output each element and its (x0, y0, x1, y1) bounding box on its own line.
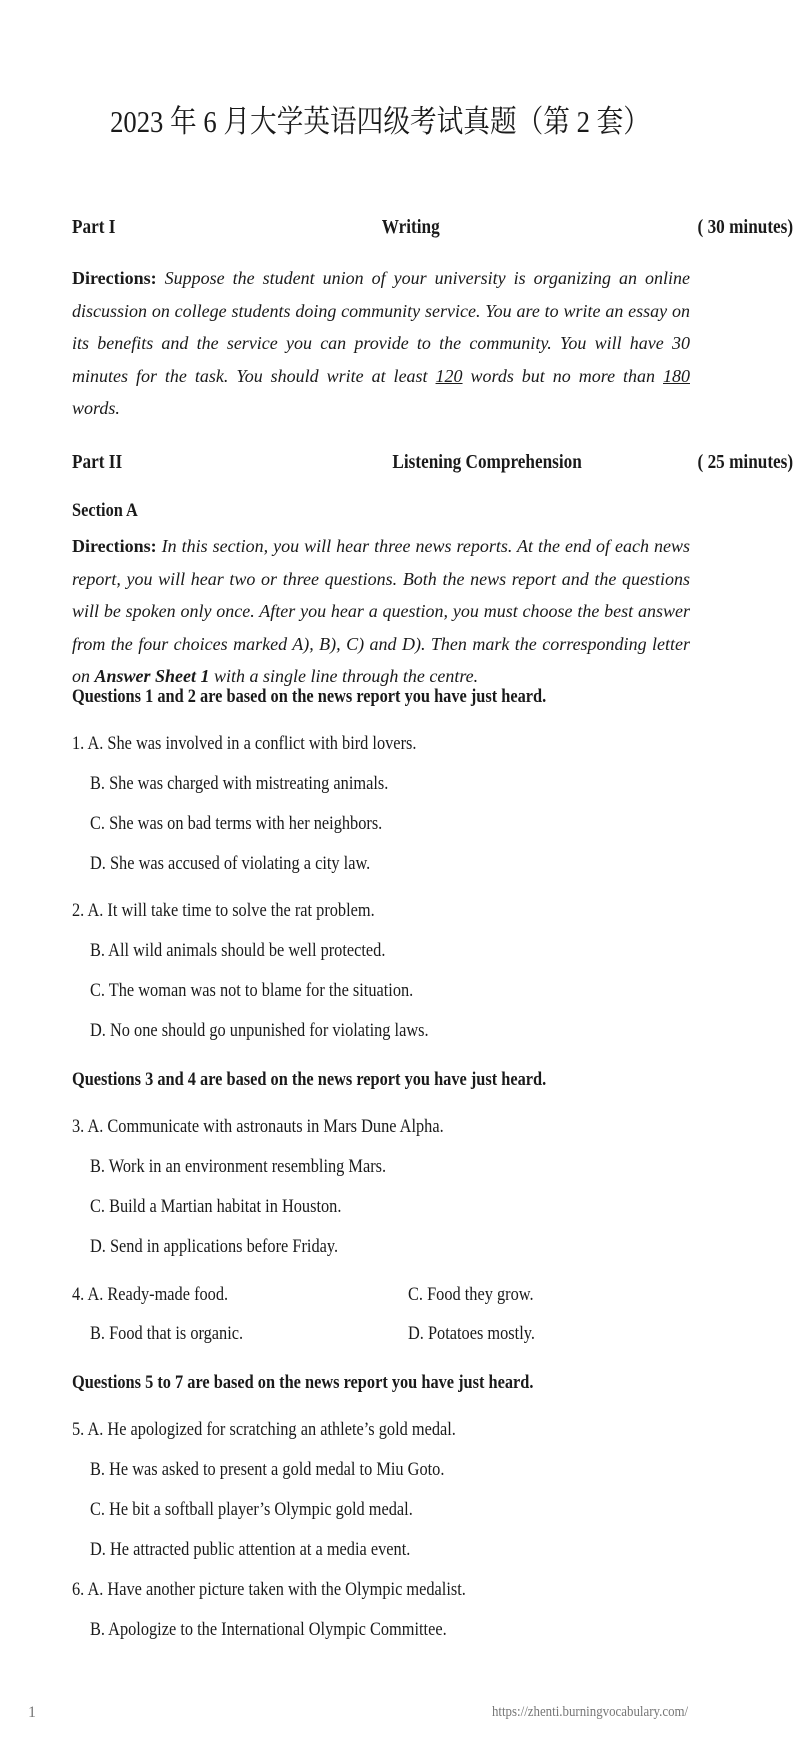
option-text: D. No one should go unpunished for violating laws. (90, 1020, 429, 1041)
footer-url-text[interactable]: https://zhenti.burningvocabulary.com/ (491, 1704, 688, 1720)
part1-name: Part I (72, 216, 116, 238)
question-4-option-a (72, 1284, 254, 1306)
question-1-option-a (72, 733, 473, 755)
part1-directions-text2: words but no more than (462, 365, 663, 386)
option-text: C. He bit a softball player’s Olympic gold medal. (90, 1499, 413, 1520)
option-text: B. Apologize to the International Olympic Committee. (90, 1619, 447, 1640)
min-words: 120 (435, 365, 463, 386)
question-number: 1. (72, 733, 85, 754)
section-a-label: Section A (72, 500, 138, 521)
question-5-option-b (90, 1459, 502, 1481)
option-text: D. Send in applications before Friday. (90, 1236, 339, 1257)
part1-directions-text1: Suppose the student union of your university is organizing an online discussion on college students doing community service. You are to write an essay on its benefits and the service you can provide to the community. You will have 30 minutes for the task. You should write at least (72, 268, 690, 386)
question-2-option-b (90, 940, 434, 962)
part1-header (72, 216, 793, 246)
part1-directions (72, 262, 690, 425)
question-3-option-b (90, 1156, 434, 1178)
option-text: A. Have another picture taken with the Olympic medalist. (87, 1579, 466, 1600)
question-2-option-a (72, 900, 424, 922)
page-title: 2023 年 6 月大学英语四级考试真题（第 2 套） (110, 104, 650, 139)
answer-sheet-ref: Answer Sheet 1 (94, 666, 210, 686)
question-number: 2. (72, 900, 85, 921)
question-1-option-d (90, 853, 416, 875)
part1-time: ( 30 minutes) (697, 216, 793, 238)
question-5-option-a (72, 1419, 518, 1441)
question-6-option-a (72, 1579, 530, 1601)
option-text: A. It will take time to solve the rat problem. (87, 900, 375, 921)
question-6-option-b (90, 1619, 505, 1641)
question-2-option-d (90, 1020, 484, 1042)
option-text: D. He attracted public attention at a media event. (90, 1539, 411, 1560)
group-heading-2 (72, 1069, 623, 1091)
question-number: 5. (72, 1419, 85, 1440)
max-words: 180 (663, 365, 690, 386)
question-5-option-c (90, 1499, 465, 1521)
option-text: B. Food that is organic. (90, 1323, 244, 1344)
question-5-option-d (90, 1539, 462, 1561)
option-text: B. She was charged with mistreating animals. (90, 773, 389, 794)
part1-title: Writing (381, 216, 440, 238)
question-3-option-d (90, 1236, 378, 1258)
group-heading-1 (72, 686, 623, 708)
option-text: A. Ready-made food. (87, 1284, 229, 1305)
option-text: B. All wild animals should be well protected. (90, 940, 386, 961)
option-text: C. Build a Martian habitat in Houston. (90, 1196, 342, 1217)
option-text: B. Work in an environment resembling Mars. (90, 1156, 387, 1177)
directions-label: Directions: (72, 268, 157, 288)
option-text: C. The woman was not to blame for the situation. (90, 980, 414, 1001)
question-2-option-c (90, 980, 466, 1002)
group-heading-text: Questions 5 to 7 are based on the news report you have just heard. (72, 1372, 534, 1393)
part2-title: Listening Comprehension (392, 451, 582, 473)
group-heading-text: Questions 3 and 4 are based on the news report you have just heard. (72, 1069, 547, 1090)
question-number: 6. (72, 1579, 85, 1600)
part2-time: ( 25 minutes) (697, 451, 793, 473)
option-text: C. Food they grow. (408, 1284, 534, 1305)
option-text: A. He apologized for scratching an athlete’s gold medal. (87, 1419, 456, 1440)
option-text: D. Potatoes mostly. (408, 1323, 535, 1344)
option-text: C. She was on bad terms with her neighbors. (90, 813, 383, 834)
part2-header (72, 451, 793, 481)
directions-label: Directions: (72, 536, 157, 556)
option-text: A. She was involved in a conflict with bird lovers. (87, 733, 417, 754)
option-text: D. She was accused of violating a city law. (90, 853, 371, 874)
question-1-option-b (90, 773, 437, 795)
footer-url[interactable] (460, 1704, 688, 1721)
option-text: A. Communicate with astronauts in Mars Dune Alpha. (87, 1116, 444, 1137)
question-4-option-c (408, 1284, 554, 1306)
part2-directions (72, 530, 690, 693)
section-a-heading (72, 500, 149, 522)
question-number: 4. (72, 1284, 85, 1305)
question-1-option-c (90, 813, 430, 835)
question-number: 3. (72, 1116, 85, 1137)
part2-directions-text2: with a single line through the centre. (209, 666, 479, 686)
option-text: B. He was asked to present a gold medal to Miu Goto. (90, 1459, 445, 1480)
part2-directions-text1: In this section, you will hear three news reports. At the end of each news report, you will hear two or three questions. Both the news report and the questions will be spoken only once. After you hear a question, you must choose the best answer from the four choices marked A), B), C) and D). Then mark the corresponding letter on (72, 536, 690, 686)
page-number: 1 (28, 1704, 36, 1721)
part2-name: Part II (72, 451, 123, 473)
question-4-option-d (408, 1323, 556, 1345)
part1-directions-text3: words. (72, 398, 120, 418)
question-4-option-b (90, 1323, 268, 1345)
group-heading-text: Questions 1 and 2 are based on the news report you have just heard. (72, 686, 547, 707)
question-3-option-a (72, 1116, 504, 1138)
group-heading-3 (72, 1372, 609, 1394)
question-3-option-c (90, 1196, 382, 1218)
